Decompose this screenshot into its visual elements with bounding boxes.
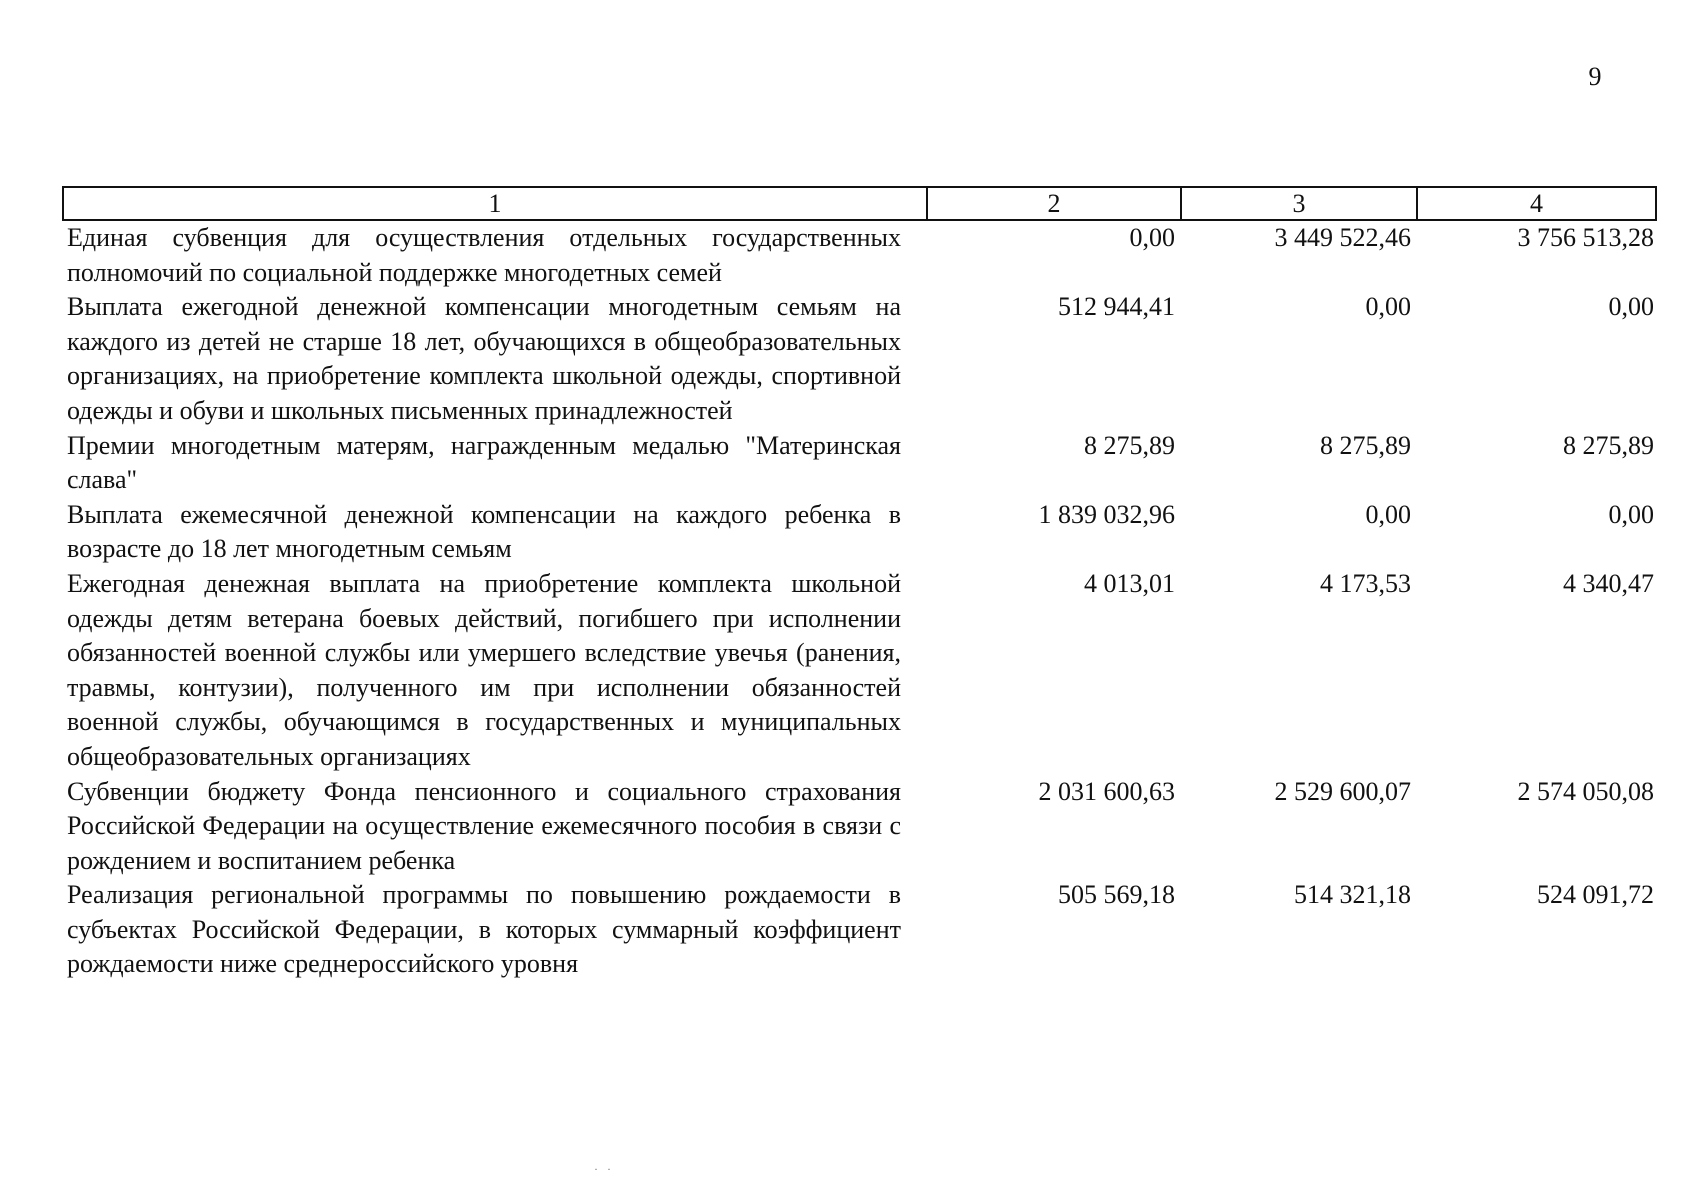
row-value-col4: 3 756 513,28 <box>1517 223 1654 252</box>
row-value-col3: 0,00 <box>1365 499 1411 529</box>
row-value-col4: 2 574 050,08 <box>1517 776 1654 806</box>
table-row <box>63 498 1656 567</box>
row-description: Выплата ежемесячной денежной компенсации на каждого ребенка в возрасте до 18 лет многодетным семьям <box>67 499 901 564</box>
row-value-col4: 0,00 <box>1608 499 1654 529</box>
page-number: 9 <box>1588 62 1602 91</box>
column-header-2: 2 <box>927 187 1181 220</box>
table-row <box>63 290 1656 428</box>
row-description: Выплата ежегодной денежной компенсации многодетным семьям на каждого из детей не старше 18 лет, обучающихся в общеобразовательных организациях, на приобретение комплекта школьной одежды, спортивной одежды и обуви и школьных письменных принадлежностей <box>67 292 901 425</box>
row-value-col2: 0,00 <box>1129 223 1175 252</box>
row-value-col2: 1 839 032,96 <box>1038 499 1175 529</box>
budget-table <box>62 186 1657 982</box>
table-row <box>63 429 1656 498</box>
row-value-col3: 2 529 600,07 <box>1274 776 1411 806</box>
row-value-col4: 8 275,89 <box>1563 430 1654 460</box>
row-value-col3: 3 449 522,46 <box>1274 223 1411 252</box>
row-value-col4: 524 091,72 <box>1537 880 1654 910</box>
row-description: Единая субвенция для осуществления отдельных государственных полномочий по социальной поддержке многодетных семей <box>67 223 901 287</box>
row-value-col3: 514 321,18 <box>1294 880 1411 910</box>
scan-artifact: · · <box>594 1162 614 1176</box>
row-value-col4: 4 340,47 <box>1563 568 1654 598</box>
column-header-3: 3 <box>1181 187 1417 220</box>
row-value-col2: 8 275,89 <box>1084 430 1175 460</box>
row-description: Субвенции бюджету Фонда пенсионного и социального страхования Российской Федерации на осуществление ежемесячного пособия в связи с рождением и воспитанием ребенка <box>67 776 901 875</box>
row-description: Реализация региональной программы по повышению рождаемости в субъектах Российской Федерации, в которых суммарный коэффициент рождаемости ниже среднероссийского уровня <box>67 880 901 979</box>
row-value-col2: 2 031 600,63 <box>1038 776 1175 806</box>
column-header-4: 4 <box>1417 187 1656 220</box>
row-value-col3: 4 173,53 <box>1320 568 1411 598</box>
row-value-col2: 505 569,18 <box>1058 880 1175 910</box>
row-value-col3: 8 275,89 <box>1320 430 1411 460</box>
table-row <box>63 220 1656 290</box>
table-row <box>63 775 1656 879</box>
table-row <box>63 878 1656 982</box>
row-description: Премии многодетным матерям, награжденным медалью "Материнская слава" <box>67 430 901 495</box>
table-header <box>63 187 1656 220</box>
row-value-col4: 0,00 <box>1608 292 1654 322</box>
table-row <box>63 567 1656 775</box>
row-value-col2: 4 013,01 <box>1084 568 1175 598</box>
row-value-col3: 0,00 <box>1365 292 1411 322</box>
column-header-1: 1 <box>63 187 927 220</box>
row-description: Ежегодная денежная выплата на приобретение комплекта школьной одежды детям ветерана боевых действий, погибшего при исполнении обязанностей военной службы или умершего вследствие увечья (ранения, травмы, контузии), полученного им при исполнении обязанностей военной службы, обучающимся в государственных и муниципальных общеобразовательных организациях <box>67 568 901 771</box>
row-value-col2: 512 944,41 <box>1058 292 1175 322</box>
